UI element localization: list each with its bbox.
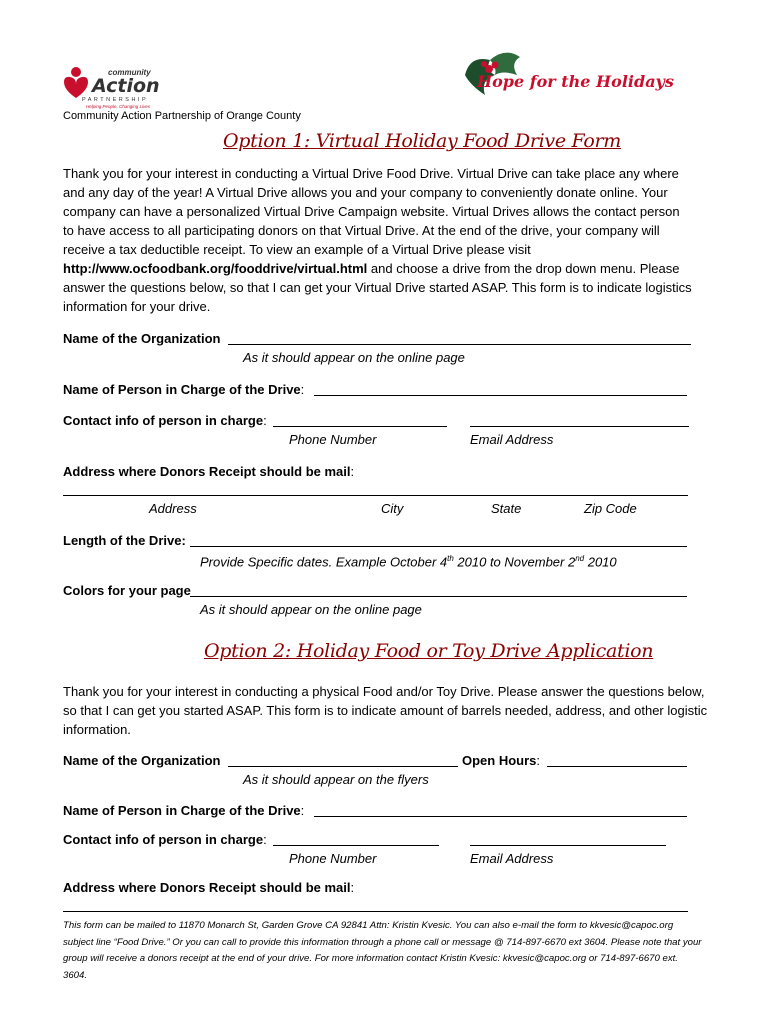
option2-address-field[interactable]	[63, 911, 688, 912]
logo-heart-icon	[62, 66, 90, 100]
option1-zip-hint: Zip Code	[584, 501, 637, 516]
option1-address-row: Address where Donors Receipt should be mail:	[63, 464, 355, 479]
logo-main-text: Action	[92, 75, 160, 97]
option2-phone-hint: Phone Number	[289, 851, 377, 866]
option2-person-field[interactable]	[314, 816, 687, 817]
option2-person-row: Name of Person in Charge of the Drive:	[63, 803, 305, 818]
option1-colors-field[interactable]	[190, 596, 687, 597]
logo-top-text: community	[108, 68, 151, 77]
length-hint-part1: Provide Specific dates. Example October 4	[200, 554, 448, 570]
option2-person-label: Name of Person in Charge of the Drive	[63, 803, 301, 818]
option1-org-field[interactable]	[228, 344, 691, 345]
option1-address-hint: Address	[149, 501, 197, 516]
option2-contact-row: Contact info of person in charge:	[63, 832, 267, 847]
option1-contact-label: Contact info of person in charge	[63, 413, 264, 428]
option2-email-field[interactable]	[470, 845, 666, 846]
option1-org-label: Name of the Organization	[63, 331, 221, 346]
logo	[62, 62, 162, 112]
option2-phone-field[interactable]	[273, 845, 439, 846]
option1-intro-text-a: Thank you for your interest in conducting a Virtual Drive Food Drive. Virtual Drive can take place any where and any day of the year! A Virtual Drive allows you and your company to conveniently donate online. Your company can have a personalized Virtual Drive Campaign website. Virtual Drives allows the contact person to have access to all participating donors on that Virtual Drive. At the end of the drive, your company will receive a tax deductible receipt. To view an example of a Virtual Drive please visit	[63, 166, 680, 257]
logo-tagline: Helping People, Changing Lives	[86, 104, 151, 109]
length-hint-part3: 2010	[584, 554, 617, 570]
option1-length-label: Length of the Drive:	[63, 533, 186, 548]
option1-colors-label: Colors for your page	[63, 583, 191, 598]
option1-title: Option 1: Virtual Holiday Food Drive Form	[223, 130, 622, 152]
option1-address-label: Address where Donors Receipt should be mail	[63, 464, 351, 479]
option2-address-row: Address where Donors Receipt should be mail:	[63, 880, 355, 895]
option1-length-field[interactable]	[190, 546, 687, 547]
option2-title: Option 2: Holiday Food or Toy Drive Application	[204, 640, 654, 662]
option1-person-field[interactable]	[314, 395, 687, 396]
option1-org-hint: As it should appear on the online page	[243, 350, 465, 365]
option2-org-hint: As it should appear on the flyers	[243, 772, 429, 787]
org-name: Community Action Partnership of Orange County	[63, 110, 301, 122]
length-hint-sup2: nd	[575, 554, 585, 563]
length-hint-sup1: th	[447, 554, 454, 563]
option2-org-label: Name of the Organization	[63, 753, 221, 768]
option1-length-hint	[200, 549, 617, 571]
option2-hours-row: Open Hours:	[462, 753, 541, 768]
option1-city-hint: City	[381, 501, 404, 516]
option2-address-label: Address where Donors Receipt should be mail	[63, 880, 351, 895]
option2-org-field[interactable]	[228, 766, 458, 767]
option2-hours-label: Open Hours	[462, 753, 537, 768]
option1-intro	[63, 164, 693, 316]
option2-contact-label: Contact info of person in charge	[63, 832, 264, 847]
option1-email-field[interactable]	[470, 426, 689, 427]
footer-note: This form can be mailed to 11870 Monarch St, Garden Grove CA 92841 Attn: Kristin Kvesic. You can also e-mail the form to kkvesic@capoc.org subject line “Food Drive.” Or you can call to provide this information through a phone call or message @ 714-897-6670 ext 3604. Please note that your group will receive a donors receipt at the end of your drive. For more information contact Kristin Kvesic: kkvesic@capoc.org or 714-897-6670 ext. 3604.	[63, 920, 702, 981]
hope-title: Hope for the Holidays	[477, 72, 674, 91]
option1-person-row: Name of Person in Charge of the Drive:	[63, 382, 305, 397]
option1-email-hint: Email Address	[470, 432, 554, 447]
option1-contact-row: Contact info of person in charge:	[63, 413, 267, 428]
option1-person-label: Name of Person in Charge of the Drive	[63, 382, 301, 397]
logo-sub-text: PARTNERSHIP	[82, 97, 149, 103]
hope-banner	[455, 45, 685, 105]
option1-state-hint: State	[491, 501, 522, 516]
option1-colors-hint: As it should appear on the online page	[200, 602, 422, 617]
example-link[interactable]: http://www.ocfoodbank.org/fooddrive/virtual.html	[63, 261, 368, 276]
option1-phone-hint: Phone Number	[289, 432, 377, 447]
option2-email-hint: Email Address	[470, 851, 554, 866]
option2-intro: Thank you for your interest in conducting a physical Food and/or Toy Drive. Please answer the questions below, so that I can get you started ASAP. This form is to indicate amount of barrels needed, address, and other logistic information.	[63, 684, 708, 737]
length-hint-part2: 2010 to November 2	[453, 554, 576, 570]
option2-hours-field[interactable]	[547, 766, 687, 767]
option1-intro-text-b: and choose a drive from the drop down menu. Please answer the questions below, so that I can get your Virtual Drive started ASAP. This form is to indicate logistics information for your drive.	[63, 261, 692, 314]
option1-phone-field[interactable]	[273, 426, 447, 427]
option1-address-field[interactable]	[63, 495, 688, 496]
